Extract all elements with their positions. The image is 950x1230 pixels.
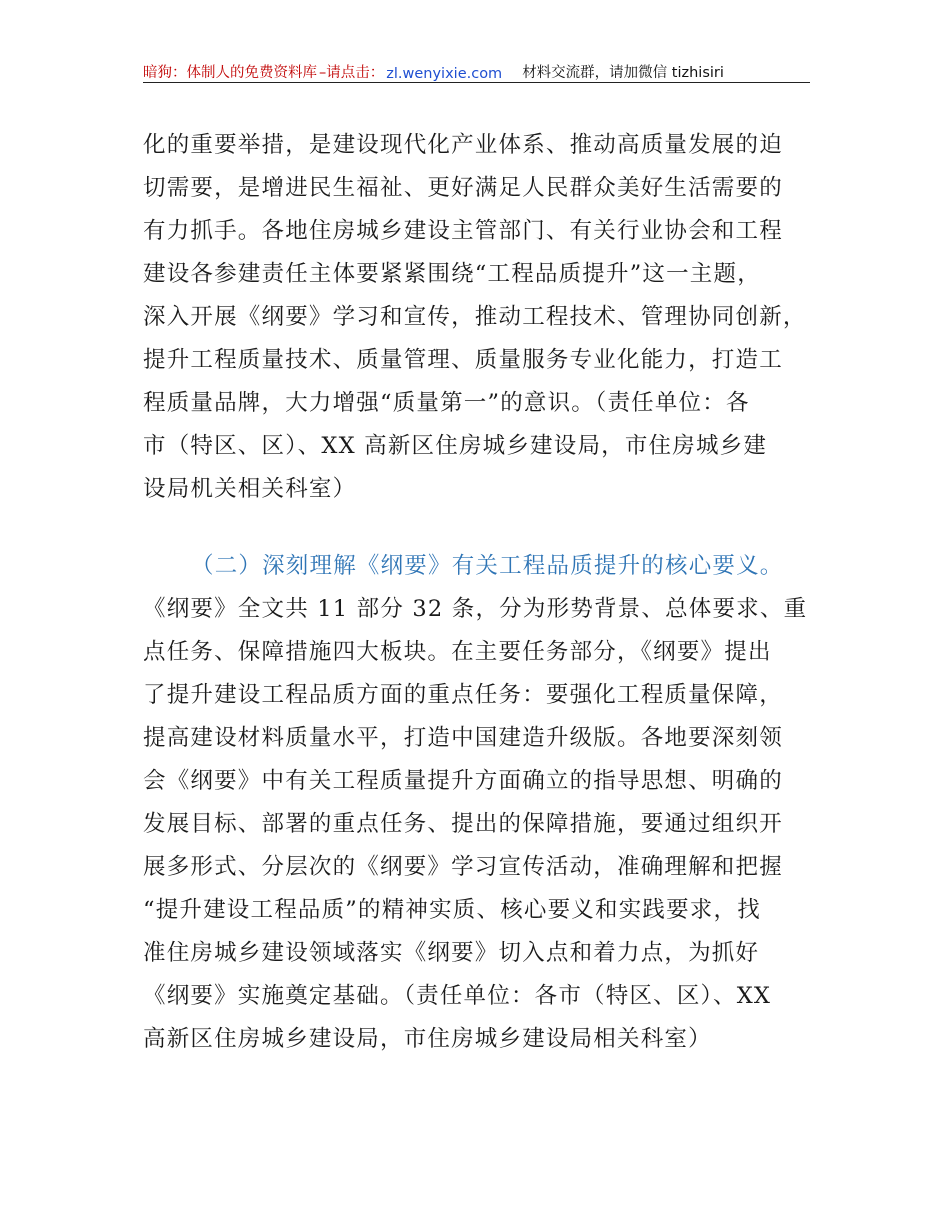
- text-line: 《纲要》实施奠定基础。（责任单位：各市（特区、区）、XX: [143, 983, 772, 1009]
- text-line: 程质量品牌，大力增强“质量第一”的意识。（责任单位：各: [143, 390, 750, 416]
- text-line: 化的重要举措，是建设现代化产业体系、推动高质量发展的迫: [143, 132, 783, 158]
- paragraph-2: [143, 588, 823, 1061]
- text-line: 了提升建设工程品质方面的重点任务：要强化工程质量保障，: [143, 682, 783, 708]
- document-body: [143, 124, 823, 1061]
- text-line: 切需要，是增进民生福祉、更好满足人民群众美好生活需要的: [143, 175, 783, 201]
- section-heading: （二）深刻理解《纲要》有关工程品质提升的核心要义。: [191, 553, 784, 579]
- text-line: 提高建设材料质量水平，打造中国建造升级版。各地要深刻领: [143, 725, 783, 751]
- text-line: 建设各参建责任主体要紧紧围绕“工程品质提升”这一主题，: [143, 261, 761, 287]
- text-line: 发展目标、部署的重点任务、提出的保障措施，要通过组织开: [143, 811, 783, 837]
- text-line: 展多形式、分层次的《纲要》学习宣传活动，准确理解和把握: [143, 854, 783, 880]
- text-line: 深入开展《纲要》学习和宣传，推动工程技术、管理协同创新，: [143, 304, 807, 330]
- text-line: 会《纲要》中有关工程质量提升方面确立的指导思想、明确的: [143, 768, 783, 794]
- text-line: 高新区住房城乡建设局，市住房城乡建设局相关科室）: [143, 1026, 712, 1052]
- text-line: 市（特区、区）、XX 高新区住房城乡建设局，市住房城乡建: [143, 433, 768, 459]
- text-line: 提升工程质量技术、质量管理、质量服务专业化能力，打造工: [143, 347, 783, 373]
- text-line: 《纲要》全文共 11 部分 32 条，分为形势背景、总体要求、重: [143, 596, 808, 622]
- text-line: 有力抓手。各地住房城乡建设主管部门、有关行业协会和工程: [143, 218, 783, 244]
- site-label: 暗狗：体制人的免费资料库: [143, 65, 317, 81]
- text-line: 准住房城乡建设领域落实《纲要》切入点和着力点，为抓好: [143, 940, 760, 966]
- site-url-link[interactable]: zl.wenyixie.com: [386, 66, 503, 82]
- contact-text: 材料交流群，请加微信 tizhisiri: [522, 65, 724, 81]
- text-line: “提升建设工程品质”的精神实质、核心要义和实践要求，找: [143, 897, 761, 923]
- text-line: 设局机关相关科室）: [143, 476, 357, 502]
- paragraph-1: [143, 124, 823, 511]
- click-prompt: –请点击：: [319, 65, 385, 81]
- text-line: 点任务、保障措施四大板块。在主要任务部分，《纲要》提出: [143, 639, 772, 665]
- page-header: [143, 56, 810, 83]
